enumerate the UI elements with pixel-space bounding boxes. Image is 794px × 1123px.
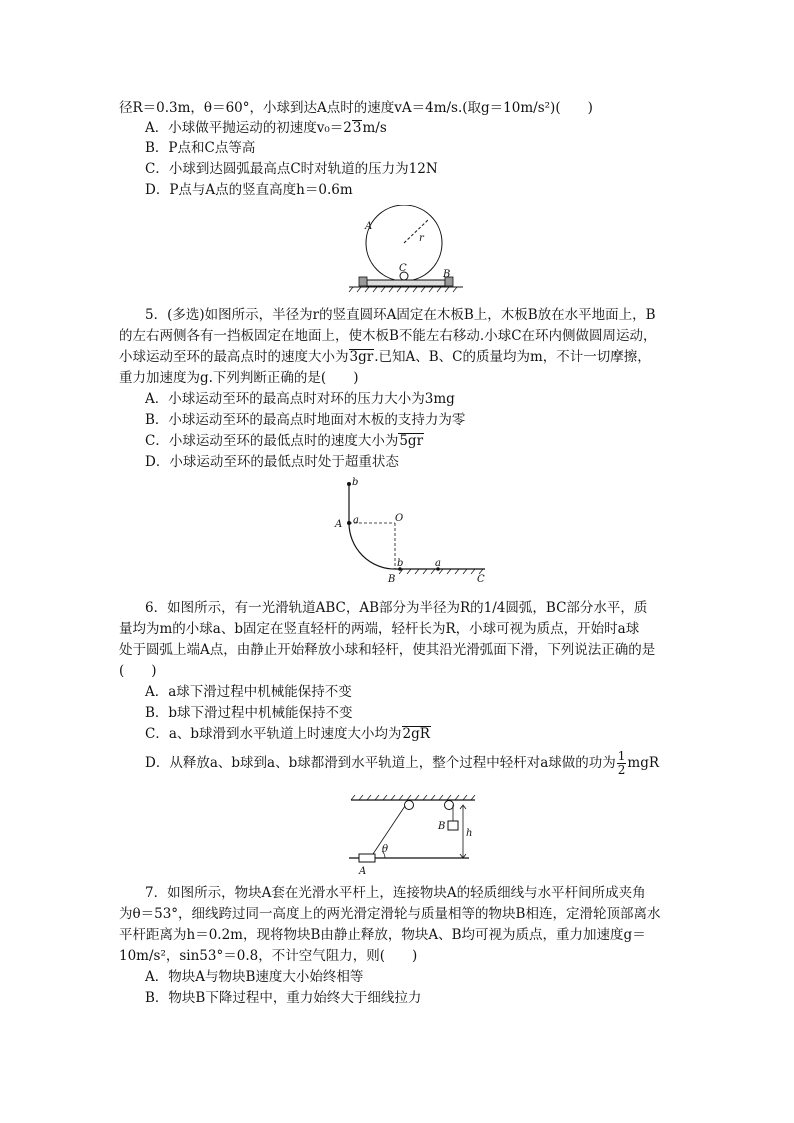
label-theta: θ — [382, 844, 389, 855]
board-b — [367, 280, 445, 286]
q4-option-c: C．小球到达圆弧最高点C时对轨道的压力为12N — [145, 161, 438, 177]
q4-option-a: A．小球做平抛运动的初速度v₀＝23m/s — [145, 120, 387, 136]
q6-stem-3: 处于圆弧上端A点，由静止开始释放小球和轻杆，使其沿光滑弧面下滑，下列说法正确的是 — [119, 642, 656, 658]
q5-option-d: D．小球运动至环的最低点时处于超重状态 — [145, 454, 399, 470]
q7-stem-3: 平杆距离为h＝0.2m，现将物块B由静止释放，物块A、B均可视为质点，重力加速度g＝ — [119, 927, 646, 943]
label-a: A — [359, 866, 367, 876]
fraction-half: $\frac{1}{2}$ — [617, 749, 626, 777]
q7-option-a: A．物块A与物块B速度大小始终相等 — [145, 969, 364, 985]
label-o: O — [395, 513, 404, 524]
q5-stem-1: 5．(多选)如图所示，半径为r的竖直圆环A固定在木板B上，木板B放在水平地面上，B — [145, 307, 656, 323]
q6-stem-4: ( ) — [119, 663, 157, 679]
q7-stem-2: 为θ＝53°，细线跨过同一高度上的两光滑定滑轮与质量相等的物块B相连，定滑轮顶部离水 — [119, 906, 661, 922]
ground-hatch — [349, 287, 457, 292]
q6-stem-1: 6．如图所示，有一光滑轨道ABC，AB部分为半径为R的1/4圆弧，BC部分水平，质 — [145, 600, 648, 616]
track-hatch — [399, 569, 483, 574]
label-a-point: A — [335, 519, 343, 530]
q6-stem-2: 量均为m的小球a、b固定在竖直轻杆的两端，轻杆长为R，小球可视为质点，开始时a球 — [119, 621, 640, 637]
ceiling-hatch — [351, 795, 475, 800]
label-a: A — [365, 221, 373, 232]
q6-option-c: C．a、b球滑到水平轨道上时速度大小均为2gR — [145, 726, 430, 742]
q5-option-c: C．小球运动至环的最低点时的速度大小为5gr — [145, 433, 424, 449]
q5-stem-2: 的左右两侧各有一挡板固定在地面上，使木板B不能左右移动.小球C在环内侧做圆周运动， — [119, 328, 657, 344]
left-stop — [359, 277, 367, 286]
label-b-top: b — [352, 477, 359, 488]
label-a-ball: a — [353, 515, 359, 526]
label-b: B — [443, 269, 451, 280]
arc-track — [349, 523, 395, 569]
q6-figure-track — [325, 473, 495, 593]
q6-option-a: A．a球下滑过程中机械能保持不变 — [145, 684, 352, 700]
q4-figure-ring — [345, 205, 465, 295]
q4-stem-tail: 径R＝0.3m，θ＝60°，小球到达A点时的速度vA＝4m/s.(取g＝10m/s²)( ) — [119, 100, 593, 116]
q5-stem-3: 小球运动至环的最高点时的速度大小为3gr.已知A、B、C的质量均为m，不计一切摩擦， — [119, 349, 651, 365]
q5-stem-4: 重力加速度为g.下列判断正确的是( ) — [119, 370, 359, 386]
pulley-left — [405, 801, 414, 810]
label-c: C — [399, 263, 407, 274]
label-a-ball-bottom: a — [435, 558, 441, 569]
q6-option-d: D．从释放a、b球到a、b球都滑到水平轨道上，整个过程中轻杆对a球做的功为 $\frac{1}{2}$ mgR — [145, 749, 660, 777]
label-b-point: B — [388, 574, 396, 585]
q7-stem-4: 10m/s²，sin53°＝0.8，不计空气阻力，则( ) — [119, 948, 418, 964]
radius-line — [404, 219, 429, 243]
q7-figure-pulleys — [345, 788, 480, 876]
q5-option-b: B．小球运动至环的最高点时地面对木板的支持力为零 — [145, 412, 466, 428]
q7-stem-1: 7．如图所示，物块A套在光滑水平杆上，连接物块A的轻质细线与水平杆间所成夹角 — [145, 885, 646, 901]
label-r: r — [419, 233, 424, 244]
block-b — [448, 821, 458, 830]
q4-option-d: D．P点与A点的竖直高度h＝0.6m — [145, 182, 353, 198]
label-b-ball: b — [397, 558, 404, 569]
label-c-point: C — [477, 574, 485, 585]
string-a — [373, 806, 405, 854]
block-a — [359, 854, 375, 862]
label-h: h — [466, 828, 473, 839]
pulley-right — [445, 801, 454, 810]
q7-option-b: B．物块B下降过程中，重力始终大于细线拉力 — [145, 990, 422, 1006]
label-b: B — [438, 821, 446, 832]
q5-option-a: A．小球运动至环的最高点时对环的压力大小为3mg — [145, 391, 455, 407]
q6-option-b: B．b球下滑过程中机械能保持不变 — [145, 705, 353, 721]
q4-option-b: B．P点和C点等高 — [145, 140, 256, 156]
